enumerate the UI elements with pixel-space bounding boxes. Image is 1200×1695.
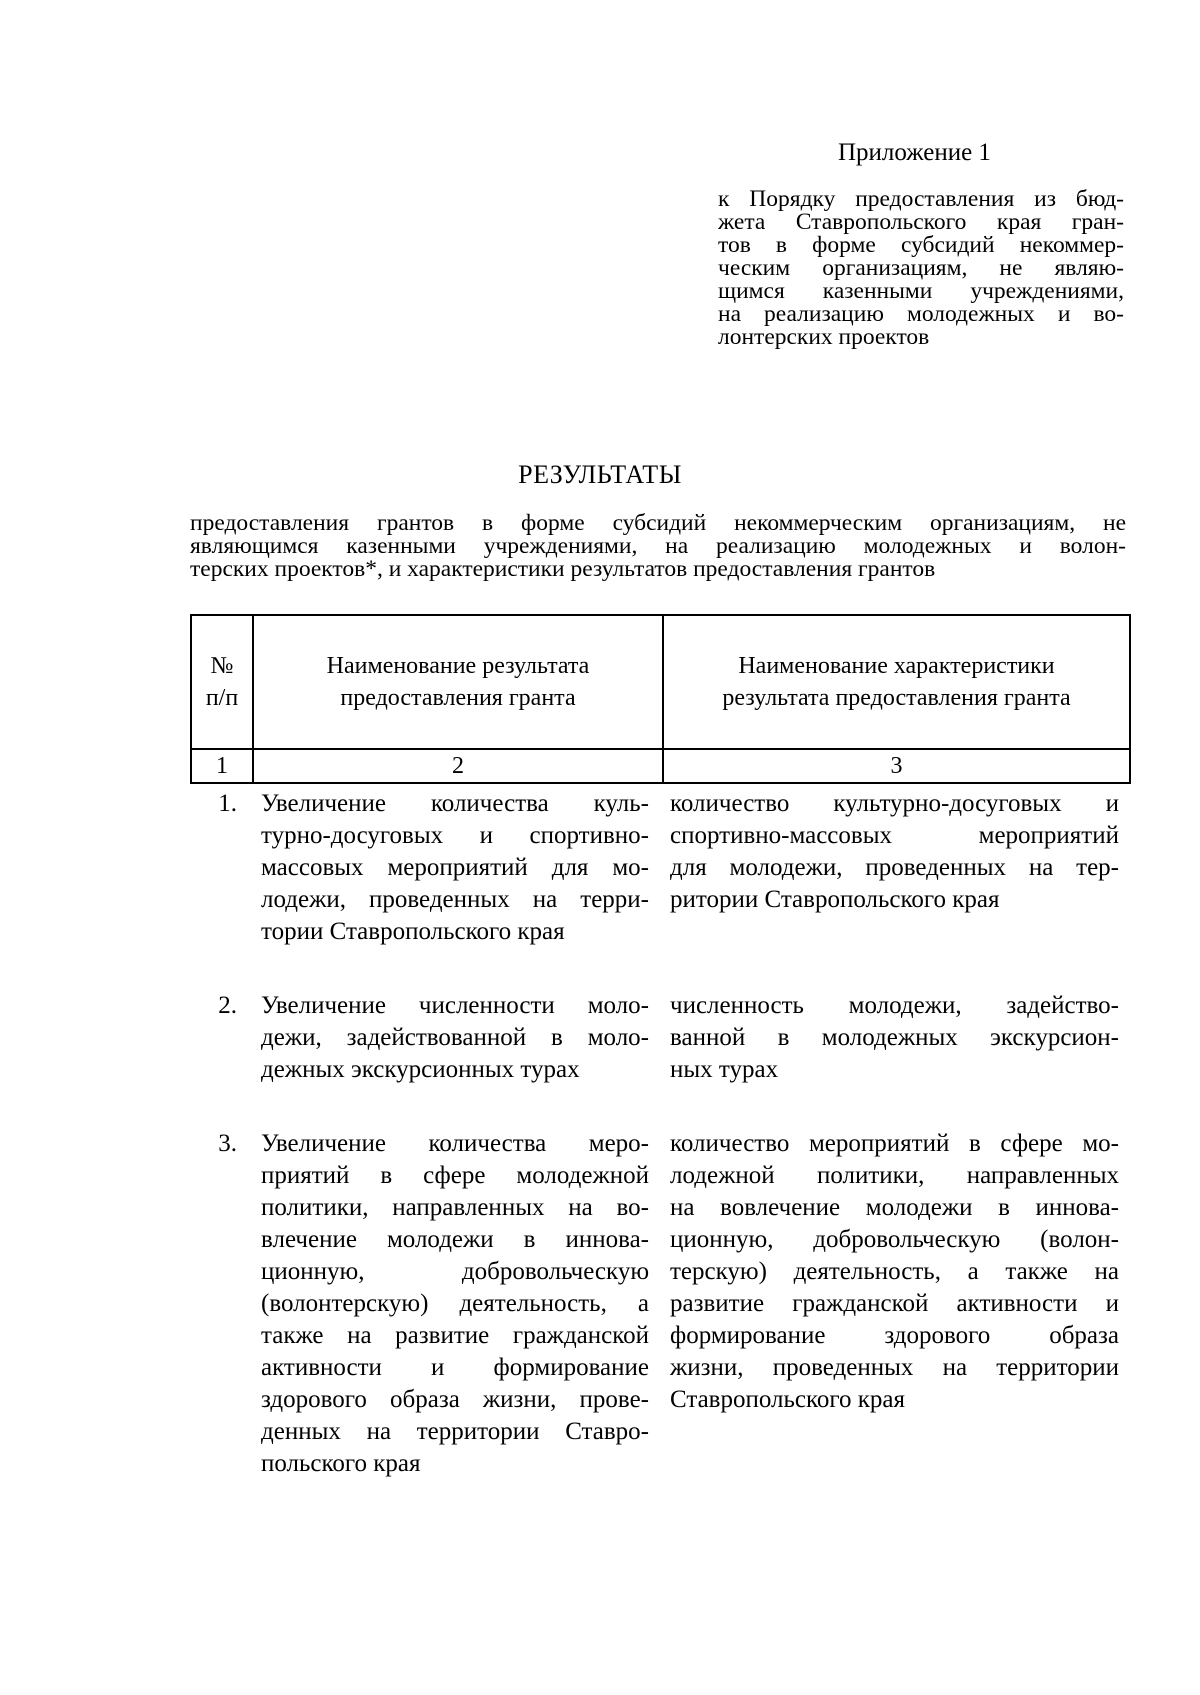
header-cell-result	[253, 615, 663, 749]
subtitle-line: предоставления грантов в форме субсидий некоммерческим организациям, не	[190, 510, 1126, 536]
characteristic-cell	[670, 990, 1119, 1086]
result-line: Увеличение количества меро-	[261, 1130, 649, 1157]
result-name-cell	[261, 990, 649, 1086]
characteristic-cell	[670, 788, 1119, 948]
column-number: 1	[191, 749, 253, 783]
appendix-line: ческим организациям, не являю-	[718, 255, 1124, 281]
subtitle-line: являющимся казенными учреждениями, на реализацию молодежных и волон-	[190, 533, 1126, 559]
result-line: дежи, задействованной в моло-	[261, 1024, 649, 1051]
result-line: лодежи, проведенных на терри-	[261, 886, 649, 913]
row-number: 2.	[218, 992, 237, 1019]
characteristic-line: ритории Ставропольского края	[670, 886, 1000, 913]
characteristic-line: количество мероприятий в сфере мо-	[670, 1130, 1119, 1157]
characteristic-line: ванной в молодежных экскурсион-	[670, 1024, 1119, 1051]
characteristic-line: Ставропольского края	[670, 1386, 905, 1413]
appendix-line: тов в форме субсидий некоммер-	[718, 232, 1124, 258]
characteristic-line: спортивно-массовых мероприятий	[670, 822, 1119, 849]
table-row	[190, 788, 1129, 948]
header-characteristic-line1: Наименование характеристики	[738, 653, 1055, 679]
appendix-line: лонтерских проектов	[718, 324, 930, 350]
column-number: 2	[253, 749, 663, 783]
row-number: 1.	[218, 790, 237, 817]
result-line: приятий в сфере молодежной	[261, 1162, 649, 1189]
result-line: здорового образа жизни, прове-	[261, 1386, 649, 1413]
characteristic-line: численность молодежи, задейство-	[670, 992, 1119, 1019]
header-number-line2: п/п	[205, 685, 239, 711]
header-number-line1: №	[210, 653, 234, 679]
characteristic-line: жизни, проведенных на территории	[670, 1354, 1119, 1381]
characteristic-line: на вовлечение молодежи в иннова-	[670, 1194, 1119, 1221]
result-line: денных на территории Ставро-	[261, 1418, 649, 1445]
row-number: 3.	[218, 1130, 237, 1157]
appendix-line: жета Ставропольского края гран-	[718, 209, 1124, 235]
appendix-line: на реализацию молодежных и во-	[718, 301, 1124, 327]
characteristic-line: формирование здорового образа	[670, 1322, 1119, 1349]
characteristic-line: количество культурно-досуговых и	[670, 790, 1119, 817]
appendix-line: щимся казенными учреждениями,	[718, 278, 1124, 304]
result-line: активности и формирование	[261, 1354, 649, 1381]
column-number: 3	[663, 749, 1130, 783]
document-title: РЕЗУЛЬТАТЫ	[518, 460, 682, 489]
appendix-label: Приложение 1	[838, 139, 991, 166]
table-header-row	[191, 615, 1130, 749]
result-line: Увеличение численности моло-	[261, 992, 649, 1019]
results-table-body	[190, 788, 1129, 1480]
result-line: массовых мероприятий для мо-	[261, 854, 649, 881]
document-subtitle	[190, 512, 1126, 581]
result-name-cell	[261, 1128, 649, 1480]
characteristic-line: развитие гражданской активности и	[670, 1290, 1119, 1317]
result-line: влечение молодежи в иннова-	[261, 1226, 649, 1253]
column-number-row	[191, 749, 1130, 783]
result-line: Увеличение количества куль-	[261, 790, 649, 817]
result-name-cell	[261, 788, 649, 948]
results-table-header	[190, 614, 1131, 784]
characteristic-line: ных турах	[670, 1056, 779, 1083]
characteristic-line: ционную, добровольческую (волон-	[670, 1226, 1119, 1253]
header-cell-number	[191, 615, 253, 749]
subtitle-line: терских проектов*, и характеристики результатов предоставления грантов	[190, 556, 936, 582]
result-line: польского края	[261, 1450, 421, 1477]
result-line: (волонтерскую) деятельность, а	[261, 1290, 649, 1317]
appendix-reference	[718, 188, 1124, 349]
header-cell-characteristic	[663, 615, 1130, 749]
characteristic-line: для молодежи, проведенных на тер-	[670, 854, 1119, 881]
result-line: дежных экскурсионных турах	[261, 1056, 580, 1083]
header-characteristic-line2: результата предоставления гранта	[722, 685, 1071, 711]
result-line: политики, направленных на во-	[261, 1194, 649, 1221]
characteristic-line: терскую) деятельность, а также на	[670, 1258, 1119, 1285]
characteristic-line: лодежной политики, направленных	[670, 1162, 1119, 1189]
appendix-line: к Порядку предоставления из бюд-	[718, 186, 1124, 212]
header-result-line1: Наименование результата	[326, 653, 590, 679]
result-line: также на развитие гражданской	[261, 1322, 649, 1349]
table-row	[190, 990, 1129, 1086]
table-row	[190, 1128, 1129, 1480]
characteristic-cell	[670, 1128, 1119, 1480]
result-line: ционную, добровольческую	[261, 1258, 649, 1285]
header-result-line2: предоставления гранта	[340, 685, 576, 711]
result-line: турно-досуговых и спортивно-	[261, 822, 649, 849]
result-line: тории Ставропольского края	[261, 918, 565, 945]
